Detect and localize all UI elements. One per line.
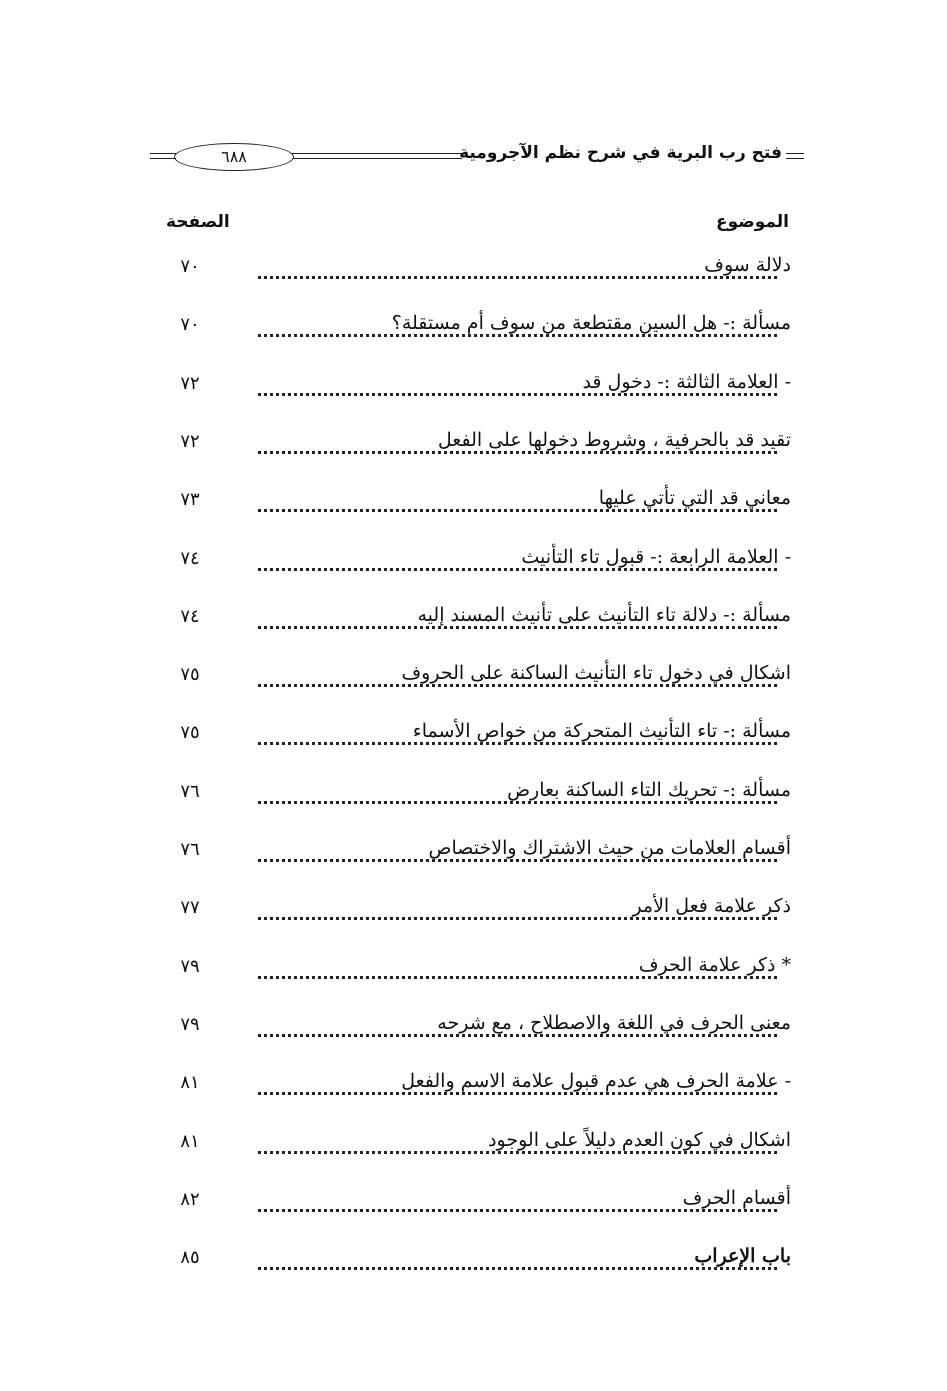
toc-entry-title: مسألة :- تحريك التاء الساكنة بعارض	[501, 779, 791, 801]
toc-entry	[0, 483, 947, 523]
toc-entry-title: تقيد قد بالحرفية ، وشروط دخولها على الفعل	[432, 429, 791, 451]
dot-leader	[258, 859, 777, 862]
toc-entry-title: اشكال في دخول تاء التأنيث الساكنة على الحروف	[395, 662, 791, 684]
toc-entry-page: ٨١	[180, 1072, 200, 1094]
dot-leader	[258, 742, 777, 745]
toc-entry-page: ٨١	[180, 1130, 200, 1152]
toc-entry-title: * ذكر علامة الحرف	[633, 954, 791, 976]
running-header	[150, 140, 804, 176]
toc-entry-page: ٧٩	[180, 1013, 200, 1035]
toc-entry-title: أقسام الحرف	[677, 1187, 791, 1209]
toc-entry-page: ٧٦	[180, 780, 200, 802]
header-rule-right	[786, 153, 804, 159]
toc-entry-page: ٧٧	[180, 897, 200, 919]
toc-entry	[0, 1008, 947, 1048]
dot-leader	[258, 1267, 777, 1270]
toc-entry-title: دلالة سوف	[698, 254, 791, 276]
toc-entry	[0, 1183, 947, 1223]
column-header-topic: الموضوع	[716, 212, 789, 232]
toc-entry	[0, 1125, 947, 1165]
toc-entry	[0, 600, 947, 640]
dot-leader	[258, 451, 777, 454]
toc-entry-page: ٧٦	[180, 839, 200, 860]
toc-entry-title: معنى الحرف في اللغة والاصطلاح ، مع شرحه	[431, 1012, 791, 1034]
toc-entry-page: ٧٩	[180, 955, 200, 977]
toc-entry-title: اشكال في كون العدم دليلاً على الوجود	[482, 1129, 791, 1151]
toc-entry-title: مسألة :- تاء التأنيث المتحركة من خواص الأسماء	[407, 720, 791, 742]
dot-leader	[258, 1034, 777, 1037]
toc-entry-page: ٧٠	[180, 314, 200, 336]
toc-entry	[0, 833, 947, 873]
toc-entry-title: مسألة :- دلالة تاء التأنيث على تأنيث المسند إليه	[412, 604, 792, 626]
toc-entry	[0, 250, 947, 290]
header-rule-left	[150, 153, 176, 159]
dot-leader	[258, 276, 777, 279]
dot-leader	[258, 976, 777, 979]
dot-leader	[258, 334, 777, 337]
toc-entry-page: ٧٤	[180, 547, 200, 569]
toc-entry	[0, 950, 947, 990]
toc-entry	[0, 716, 947, 756]
toc-entry-page: ٧٠	[180, 256, 200, 277]
toc-entry	[0, 1066, 947, 1106]
dot-leader	[258, 801, 777, 804]
toc-entry-page: ٨٥	[180, 1247, 200, 1269]
toc-entry-title: مسألة :- هل السين مقتطعة من سوف أم مستقلة؟	[386, 312, 791, 334]
dot-leader	[258, 568, 777, 571]
page-number: ٦٨٨	[174, 143, 294, 171]
toc-entry	[0, 542, 947, 582]
toc-entry	[0, 367, 947, 407]
dot-leader	[258, 626, 777, 629]
toc-entry	[0, 425, 947, 465]
dot-leader	[258, 917, 777, 920]
toc-entry	[0, 775, 947, 815]
book-title: فتح رب البرية في شرح نظم الآجرومية	[459, 143, 782, 163]
toc-entry-page: ٧٥	[180, 664, 200, 686]
toc-entry-page: ٧٤	[180, 605, 200, 627]
column-header-page: الصفحة	[166, 212, 230, 232]
toc-entry-title: باب الإعراب	[688, 1245, 791, 1267]
dot-leader	[258, 509, 777, 512]
toc-entry-page: ٧٥	[180, 722, 200, 744]
dot-leader	[258, 1151, 777, 1154]
toc-entry-title: - العلامة الرابعة :- قبول تاء التأنيث	[515, 546, 791, 568]
dot-leader	[258, 1209, 777, 1212]
toc-entry-title: معاني قد التي تأتي عليها	[593, 487, 791, 509]
toc-entry-page: ٨٢	[180, 1188, 200, 1210]
toc-entry	[0, 1241, 947, 1281]
toc-entry	[0, 891, 947, 931]
dot-leader	[258, 1092, 777, 1095]
toc-entry-title: - علامة الحرف هي عدم قبول علامة الاسم والفعل	[395, 1070, 791, 1092]
toc-entry	[0, 658, 947, 698]
toc-entry-title: ذكر علامة فعل الأمر	[626, 895, 791, 917]
toc-entry-title: أقسام العلامات من حيث الاشتراك والاختصاص	[423, 837, 791, 859]
toc-entry-page: ٧٢	[180, 372, 200, 394]
dot-leader	[258, 684, 777, 687]
header-rule-middle	[290, 153, 462, 159]
dot-leader	[258, 393, 777, 396]
toc-entry-page: ٧٣	[180, 489, 200, 511]
toc-entry	[0, 308, 947, 348]
toc-entry-page: ٧٢	[180, 430, 200, 452]
toc-entry-title: - العلامة الثالثة :- دخول قد	[576, 371, 791, 393]
